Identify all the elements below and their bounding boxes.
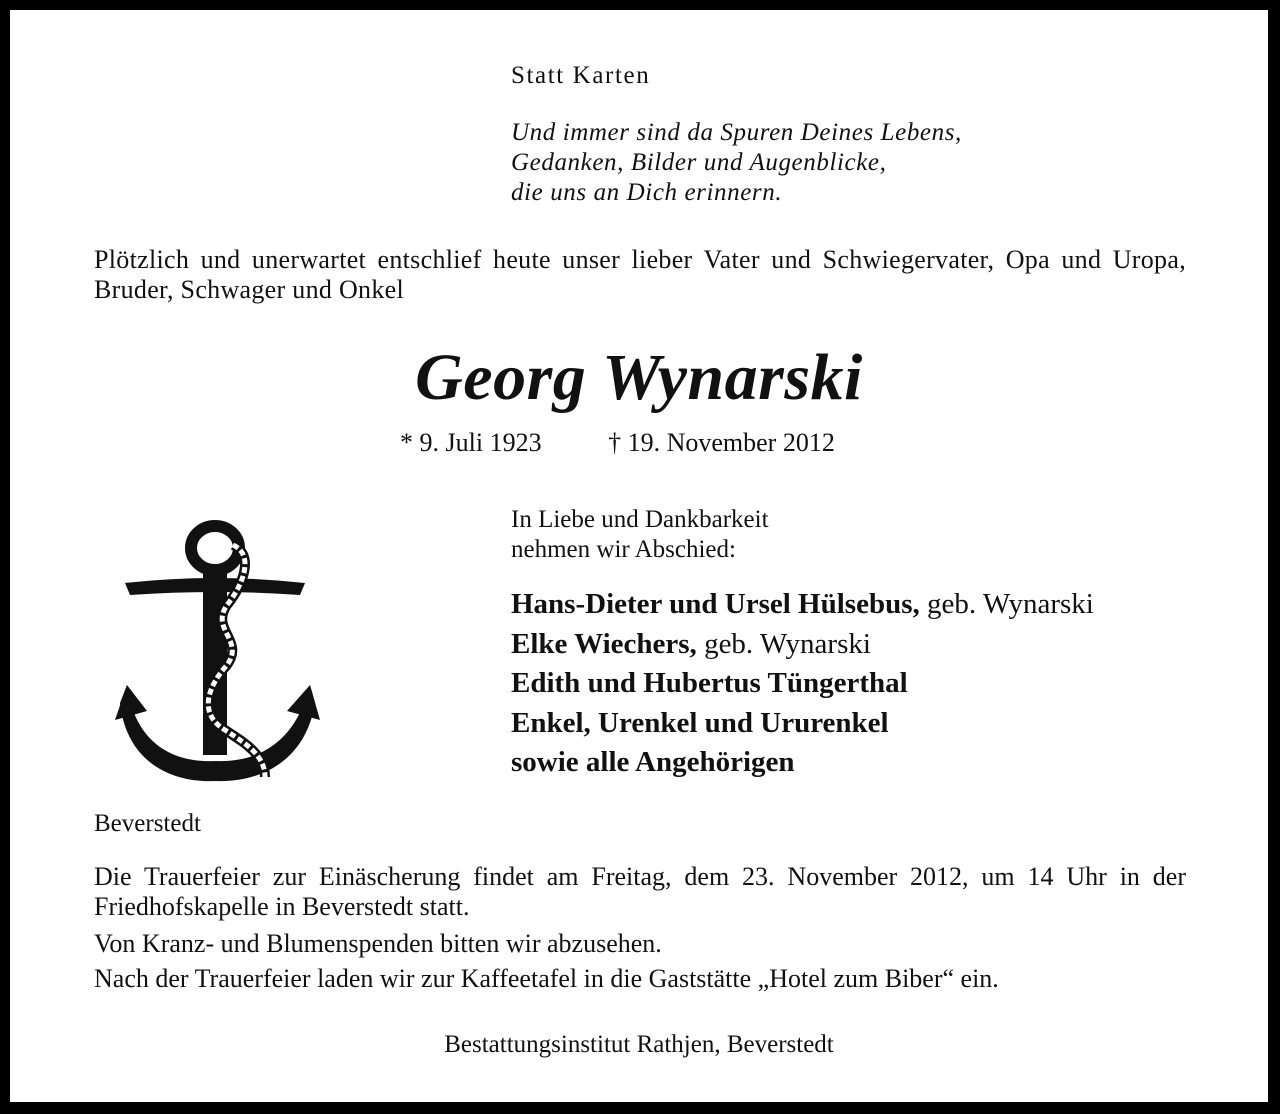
place-text: Beverstedt	[94, 810, 201, 837]
poem-line: Gedanken, Bilder und Augenblicke,	[511, 149, 887, 176]
reception-text: Nach der Trauerfeier laden wir zur Kaffeetafel in die Gaststätte „Hotel zum Biber“ ein.	[94, 964, 999, 993]
mourner-maiden-name: geb. Wynarski	[919, 588, 1094, 620]
ceremony-text: Die Trauerfeier zur Einäscherung findet am Freitag, dem 23. November 2012, um 14 Uhr in der Friedhofskapelle in Beverstedt statt.	[94, 862, 1186, 921]
deceased-name: Georg Wynarski	[415, 341, 863, 414]
mourner-maiden-name: geb. Wynarski	[696, 627, 871, 660]
poem	[511, 118, 962, 208]
intro-text: Plötzlich und unerwartet entschlief heute unser lieber Vater und Schwiegervater, Opa und Uropa, Bruder, Schwager und Onkel	[94, 245, 1186, 304]
anchor-icon	[115, 515, 320, 790]
death-date: † 19. November 2012	[608, 428, 835, 457]
header-text: Statt Karten	[511, 62, 651, 89]
funeral-home-text: Bestattungsinstitut Rathjen, Beverstedt	[444, 1031, 834, 1058]
mourner-entry	[511, 743, 1094, 783]
farewell-text	[511, 505, 769, 565]
farewell-line: nehmen wir Abschied:	[511, 536, 736, 563]
mourner-entry	[511, 625, 1094, 665]
birth-date: * 9. Juli 1923	[400, 428, 542, 457]
mourner-name: Elke Wiechers,	[511, 627, 697, 660]
farewell-line: In Liebe und Dankbarkeit	[511, 506, 769, 533]
mourner-name: Enkel, Urenkel und Ururenkel	[511, 706, 889, 739]
mourners-list	[511, 585, 1094, 783]
mourner-entry	[511, 585, 1094, 625]
obituary-notice	[10, 10, 1268, 1102]
mourner-entry	[511, 704, 1094, 744]
life-dates	[400, 428, 835, 458]
poem-line: Und immer sind da Spuren Deines Lebens,	[511, 119, 962, 146]
mourner-name: Hans-Dieter und Ursel Hülsebus,	[511, 588, 920, 620]
mourner-name: Edith und Hubertus Tüngerthal	[511, 667, 908, 699]
mourner-name: sowie alle Angehörigen	[511, 746, 795, 778]
flowers-text: Von Kranz- und Blumenspenden bitten wir abzusehen.	[94, 929, 662, 958]
poem-line: die uns an Dich erinnern.	[511, 179, 783, 206]
mourner-entry	[511, 664, 1094, 704]
